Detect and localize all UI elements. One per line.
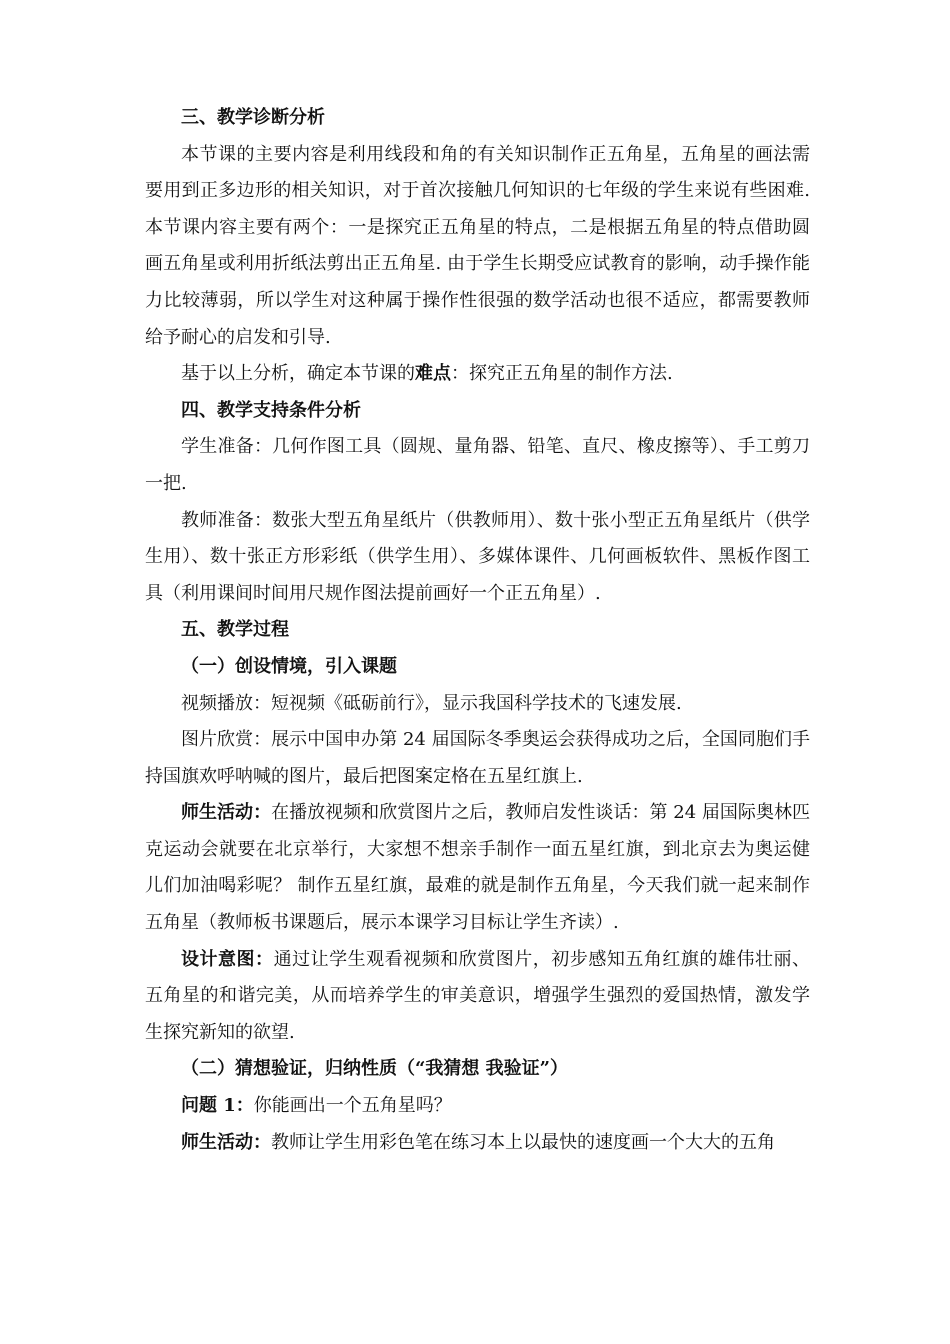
paragraph-question-1: 问题 1：你能画出一个五角星吗？ [181, 1095, 452, 1117]
paragraph-activity-2: 师生活动：教师让学生用彩色笔在练习本上以最快的速度画一个大大的五角 [181, 1131, 775, 1153]
section-heading-diagnosis: 三、教学诊断分析 [181, 107, 325, 128]
section-heading-support: 四、教学支持条件分析 [181, 399, 361, 421]
paragraph-video: 视频播放：短视频《砥砺前行》，显示我国科学技术的飞速发展. [181, 692, 682, 714]
paragraph-diagnosis: 本节课的主要内容是利用线段和角的有关知识制作正五角星，五角星的画法需要用到正多边形的相关知识，对于首次接触几何知识的七年级的学生来说有些困难. 本节课内容主要有两个：一是探究正五角星的特点，二是根据五角星的特点借助圆画五角星或利用折纸法剪出正五角星. 由于学生长期受应试教育的影响，动手操作能力比较薄弱，所以学生对这种属于操作性很强的数学活动也很不适应，都需要教师给予耐心的启发和引导. [145, 143, 810, 348]
paragraph-design-intent: 设计意图：通过让学生观看视频和欣赏图片，初步感知五角红旗的雄伟壮丽、五角星的和谐完美，从而培养学生的审美意识，增强学生强烈的爱国热情，激发学生探究新知的欲望. [145, 948, 810, 1043]
activity-label-2: 师生活动： [181, 1131, 271, 1153]
paragraph-picture: 图片欣赏：展示中国申办第 24 届国际冬季奥运会获得成功之后，全国同胞们手持国旗欢呼呐喊的图片，最后把图案定格在五星红旗上. [145, 729, 810, 787]
subsection-heading-2: （二）猜想验证，归纳性质（“我猜想 我验证”） [181, 1058, 568, 1080]
subsection-heading-1: （一）创设情境，引入课题 [181, 655, 397, 677]
design-intent-label: 设计意图： [181, 948, 274, 970]
paragraph-teacher-prep: 教师准备：数张大型五角星纸片（供教师用）、数十张小型正五角星纸片（供学生用）、数十张正方形彩纸（供学生用）、多媒体课件、几何画板软件、黑板作图工具（利用课间时间用尺规作图法提前画好一个正五角星）. [145, 509, 810, 604]
paragraph-student-prep: 学生准备：几何作图工具（圆规、量角器、铅笔、直尺、橡皮擦等）、手工剪刀一把. [145, 436, 810, 494]
paragraph-difficulty: 基于以上分析，确定本节课的难点：探究正五角星的制作方法. [181, 363, 673, 385]
question-label: 问题 1： [181, 1095, 254, 1117]
paragraph-activity-1: 师生活动：在播放视频和欣赏图片之后，教师启发性谈话：第 24 届国际奥林匹克运动会就要在北京举行，大家想不想亲手制作一面五星红旗，到北京去为奥运健儿们加油喝彩呢？ 制作五星红旗，最难的就是制作五角星，今天我们就一起来制作五角星（教师板书课题后，展示本课学习目标让学生齐读）. [145, 802, 810, 934]
activity-label: 师生活动： [181, 802, 272, 824]
difficulty-label: 难点 [415, 363, 451, 385]
section-heading-process: 五、教学过程 [181, 619, 289, 641]
